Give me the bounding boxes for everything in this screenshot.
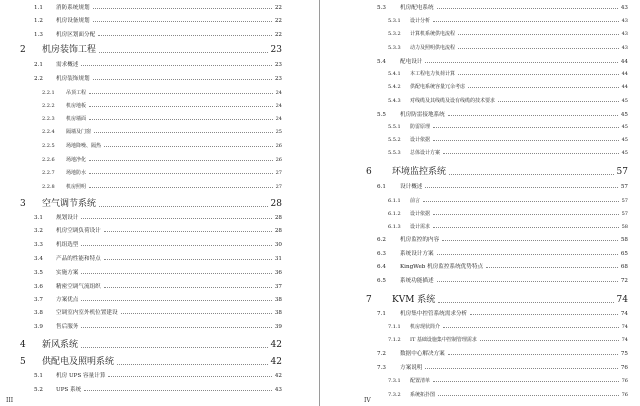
leader-dots: [81, 347, 268, 348]
toc-entry[interactable]: [388, 133, 628, 143]
toc-title: 机房区划面分配: [56, 32, 96, 38]
toc-title: 消防系统规划: [56, 5, 90, 11]
toc-title: 数据中心解决方案: [400, 351, 445, 357]
toc-number: 5.2: [34, 387, 43, 393]
toc-entry[interactable]: [377, 233, 628, 243]
toc-title: 供配电系统容量冗余考虑: [410, 84, 466, 90]
toc-number: 3.9: [34, 324, 43, 330]
toc-entry[interactable]: [34, 293, 282, 303]
toc-title: 动力及照明供电流程: [410, 45, 456, 51]
toc-number: 3.2: [34, 228, 43, 234]
toc-page-number: 43: [621, 45, 628, 51]
toc-title: 机房照明: [66, 184, 87, 190]
toc-number: 5.5.3: [388, 150, 401, 156]
toc-number: 2.2.7: [42, 170, 55, 176]
toc-number: 7.1: [377, 311, 386, 317]
toc-number: 2.2.2: [42, 103, 55, 109]
toc-entry[interactable]: [377, 108, 628, 118]
toc-title: 机房现状简介: [410, 324, 441, 330]
toc-title: 系统拓扑图: [410, 392, 436, 398]
toc-title: 系统设计方案: [400, 251, 434, 257]
toc-entry[interactable]: [34, 28, 282, 38]
toc-title: 机房防雷接地系统: [400, 112, 445, 118]
leader-dots: [81, 218, 271, 219]
leader-dots: [433, 227, 619, 228]
toc-page-number: 45: [620, 112, 628, 118]
leader-dots: [93, 79, 272, 80]
toc-page-number: 42: [270, 357, 282, 367]
toc-number: 2.2.1: [42, 90, 55, 96]
toc-entry[interactable]: [42, 180, 282, 190]
toc-title: 总体设计方案: [410, 150, 441, 156]
toc-entry[interactable]: [388, 146, 628, 156]
toc-entry[interactable]: [42, 86, 282, 96]
toc-title: 精密空调气流组织: [56, 284, 101, 290]
toc-page-number: 23: [270, 45, 282, 55]
toc-title: IT 基础设施集中控制管理需求: [410, 337, 477, 343]
toc-number: 5.4.1: [388, 71, 401, 77]
leader-dots: [433, 21, 619, 22]
toc-page-number: 43: [621, 31, 628, 37]
toc-number: 7: [366, 295, 372, 305]
toc-page-number: 57: [621, 211, 628, 217]
toc-entry[interactable]: [377, 260, 628, 270]
toc-number: 3.7: [34, 297, 43, 303]
toc-number: 5.4.2: [388, 84, 401, 90]
toc-entry[interactable]: [388, 67, 628, 77]
toc-title: 新风系统: [42, 340, 79, 350]
toc-title: 规划设计: [56, 215, 79, 221]
leader-dots: [89, 106, 273, 107]
right-page: [320, 0, 640, 406]
toc-page-number: 74: [621, 337, 628, 343]
toc-entry[interactable]: [377, 274, 628, 284]
leader-dots: [121, 313, 272, 314]
toc-page-number: 22: [274, 5, 282, 11]
toc-page-number: 31: [274, 256, 282, 262]
toc-title: 供配电及照明系统: [42, 357, 115, 367]
leader-dots: [498, 101, 619, 102]
toc-entry[interactable]: [388, 120, 628, 130]
leader-dots: [93, 8, 272, 9]
page-footer: III: [6, 397, 14, 404]
leader-dots: [99, 52, 268, 53]
leader-dots: [442, 240, 618, 241]
toc-entry[interactable]: [366, 292, 628, 305]
leader-dots: [458, 48, 619, 49]
toc-entry[interactable]: [34, 280, 282, 290]
toc-entry[interactable]: [34, 320, 282, 330]
toc-title: 机房设备规划: [56, 18, 90, 24]
toc-number: 2.2.6: [42, 157, 55, 163]
toc-title: 产品的性能和特点: [56, 256, 101, 262]
toc-number: 6.4: [377, 264, 386, 270]
toc-entry[interactable]: [34, 252, 282, 262]
leader-dots: [438, 395, 619, 396]
toc-page-number: 43: [274, 387, 282, 393]
toc-title: 设计概述: [400, 184, 423, 190]
toc-number: 5.5: [377, 112, 386, 118]
toc-number: 6.2: [377, 237, 386, 243]
toc-page-number: 57: [621, 198, 628, 204]
leader-dots: [480, 340, 619, 341]
toc-title: KVM 系统: [392, 295, 436, 305]
toc-page-number: 22: [274, 32, 282, 38]
toc-title: 机房监控的内容: [400, 237, 440, 243]
toc-page-number: 45: [621, 150, 628, 156]
toc-page-number: 43: [620, 5, 628, 11]
toc-page-number: 58: [621, 224, 628, 230]
toc-number: 1.1: [34, 5, 43, 11]
leader-dots: [458, 34, 619, 35]
leader-dots: [89, 119, 273, 120]
toc-entry[interactable]: [388, 320, 628, 330]
leader-dots: [468, 87, 619, 88]
leader-dots: [433, 140, 619, 141]
toc-entry[interactable]: [377, 347, 628, 357]
toc-title: 配置清单: [410, 378, 431, 384]
toc-entry[interactable]: [388, 14, 628, 24]
toc-page-number: 26: [275, 143, 282, 149]
leader-dots: [84, 390, 272, 391]
toc-title: 前言: [410, 198, 421, 204]
leader-dots: [437, 254, 618, 255]
toc-page-number: 76: [621, 392, 628, 398]
toc-page-number: 74: [621, 324, 628, 330]
toc-entry[interactable]: [34, 266, 282, 276]
leader-dots: [448, 115, 618, 116]
toc-page-number: 30: [274, 242, 282, 248]
toc-title: 机房墙面: [66, 116, 87, 122]
leader-dots: [437, 8, 618, 9]
leader-dots: [108, 376, 271, 377]
leader-dots: [81, 327, 271, 328]
toc-number: 5.3.3: [388, 45, 401, 51]
toc-page-number: 76: [621, 378, 628, 384]
toc-page-number: 44: [621, 84, 628, 90]
toc-entry[interactable]: [20, 354, 282, 367]
toc-number: 6.1.3: [388, 224, 401, 230]
toc-page-number: 23: [274, 76, 282, 82]
toc-page-number: 37: [274, 284, 282, 290]
toc-number: 6.1: [377, 184, 386, 190]
toc-page-number: 23: [274, 62, 282, 68]
leader-dots: [117, 364, 268, 365]
toc-title: 空气调节系统: [42, 199, 97, 209]
toc-entry[interactable]: [388, 41, 628, 51]
toc-number: 1.2: [34, 18, 43, 24]
leader-dots: [470, 314, 618, 315]
toc-number: 2.2.8: [42, 184, 55, 190]
toc-entry[interactable]: [42, 99, 282, 109]
toc-entry[interactable]: [377, 55, 628, 65]
toc-number: 6: [366, 167, 372, 177]
leader-dots: [81, 245, 271, 246]
leader-dots: [486, 267, 618, 268]
toc-entry[interactable]: [388, 388, 628, 398]
toc-page-number: 44: [621, 71, 628, 77]
toc-page-number: 43: [621, 18, 628, 24]
toc-entry[interactable]: [388, 333, 628, 343]
leader-dots: [104, 287, 272, 288]
toc-number: 7.2: [377, 351, 386, 357]
toc-entry[interactable]: [388, 220, 628, 230]
toc-page-number: 24: [275, 90, 282, 96]
leader-dots: [437, 281, 618, 282]
toc-number: 7.3: [377, 365, 386, 371]
toc-number: 3.4: [34, 256, 43, 262]
toc-page-number: 76: [620, 365, 628, 371]
toc-entry[interactable]: [388, 207, 628, 217]
toc-entry[interactable]: [388, 194, 628, 204]
leader-dots: [99, 206, 268, 207]
toc-entry[interactable]: [34, 238, 282, 248]
toc-title: 机房配电系统: [400, 5, 434, 11]
toc-number: 5.3.2: [388, 31, 401, 37]
toc-title: 吊顶工程: [66, 90, 87, 96]
page-footer: IV: [364, 397, 371, 404]
toc-title: 对线缆及其线缆及设有线缆的技术要求: [410, 98, 496, 104]
toc-page-number: 24: [275, 103, 282, 109]
toc-page-number: 42: [274, 373, 282, 379]
toc-entry[interactable]: [42, 166, 282, 176]
toc-entry[interactable]: [377, 180, 628, 190]
leader-dots: [81, 65, 271, 66]
toc-number: 6.1.2: [388, 211, 401, 217]
leader-dots: [89, 93, 273, 94]
leader-dots: [433, 214, 619, 215]
toc-title: 设计需求: [410, 224, 431, 230]
toc-page-number: 58: [620, 237, 628, 243]
toc-title: 系统功能描述: [400, 278, 434, 284]
toc-entry[interactable]: [34, 58, 282, 68]
toc-title: 实施方案: [56, 270, 79, 276]
toc-title: 设计依据: [410, 211, 431, 217]
toc-number: 5.5.1: [388, 124, 401, 130]
leader-dots: [438, 302, 613, 303]
toc-title: 配电设计: [400, 59, 423, 65]
toc-title: 机房 UPS 容量计算: [56, 373, 106, 379]
toc-number: 3.5: [34, 270, 43, 276]
toc-number: 5: [20, 357, 26, 367]
leader-dots: [89, 160, 273, 161]
toc-title: 机房空调负荷设计: [56, 228, 101, 234]
leader-dots: [443, 327, 619, 328]
leader-dots: [81, 300, 271, 301]
leader-dots: [433, 381, 619, 382]
toc-number: 4: [20, 340, 26, 350]
toc-entry[interactable]: [42, 112, 282, 122]
toc-page-number: 68: [620, 264, 628, 270]
leader-dots: [104, 146, 273, 147]
toc-title: 计算机系统供电流程: [410, 31, 456, 37]
toc-number: 7.1.2: [388, 337, 401, 343]
toc-page-number: 27: [275, 184, 282, 190]
toc-number: 2.2.3: [42, 116, 55, 122]
toc-page-number: 27: [275, 170, 282, 176]
toc-number: 5.3.1: [388, 18, 401, 24]
toc-page-number: 74: [620, 311, 628, 317]
leader-dots: [93, 21, 272, 22]
toc-number: 2.2.4: [42, 129, 55, 135]
toc-title: 方案优点: [56, 297, 79, 303]
toc-number: 3.6: [34, 284, 43, 290]
toc-page-number: 65: [620, 251, 628, 257]
toc-number: 2.2: [34, 76, 43, 82]
toc-number: 2.2.5: [42, 143, 55, 149]
toc-entry[interactable]: [34, 383, 282, 393]
toc-title: 设计分析: [410, 18, 431, 24]
toc-number: 5.5.2: [388, 137, 401, 143]
toc-page-number: 45: [621, 137, 628, 143]
toc-number: 6.1.1: [388, 198, 401, 204]
toc-title: 本工程电力负荷计算: [410, 71, 456, 77]
toc-number: 3.8: [34, 310, 43, 316]
toc-entry[interactable]: [388, 80, 628, 90]
leader-dots: [98, 35, 272, 36]
toc-number: 5.3: [377, 5, 386, 11]
toc-entry[interactable]: [377, 247, 628, 257]
toc-number: 7.3.2: [388, 392, 401, 398]
toc-entry[interactable]: [20, 196, 282, 209]
leader-dots: [104, 231, 272, 232]
toc-page-number: 28: [274, 228, 282, 234]
toc-title: 场地降噪、隔热: [66, 143, 102, 149]
toc-page-number: 57: [616, 167, 628, 177]
leader-dots: [425, 368, 617, 369]
toc-entry[interactable]: [42, 153, 282, 163]
leader-dots: [433, 127, 619, 128]
toc-number: 2.1: [34, 62, 43, 68]
toc-title: 机房地板: [66, 103, 87, 109]
toc-page-number: 39: [274, 324, 282, 330]
leader-dots: [425, 62, 617, 63]
toc-entry[interactable]: [34, 1, 282, 11]
toc-title: KingWeb 机房监控系统优势特点: [400, 264, 484, 270]
toc-number: 3: [20, 199, 26, 209]
leader-dots: [425, 187, 617, 188]
toc-entry[interactable]: [34, 224, 282, 234]
toc-page-number: 25: [275, 129, 282, 135]
toc-title: 机房装饰工程: [42, 45, 97, 55]
toc-title: 隔墙及门窗: [66, 129, 92, 135]
toc-entry[interactable]: [366, 164, 628, 177]
toc-entry[interactable]: [34, 369, 282, 379]
toc-page-number: 72: [620, 278, 628, 284]
toc-title: 售后服务: [56, 324, 79, 330]
toc-page-number: 22: [274, 18, 282, 24]
toc-title: 机组选型: [56, 242, 79, 248]
toc-number: 6.3: [377, 251, 386, 257]
toc-entry[interactable]: [377, 361, 628, 371]
toc-title: 设计依据: [410, 137, 431, 143]
toc-entry[interactable]: [20, 42, 282, 55]
leader-dots: [423, 201, 619, 202]
toc-number: 7.3.1: [388, 378, 401, 384]
toc-title: UPS 系统: [56, 387, 82, 393]
toc-page-number: 45: [621, 98, 628, 104]
toc-number: 5.4.3: [388, 98, 401, 104]
toc-entry[interactable]: [20, 337, 282, 350]
toc-title: 机房装饰规划: [56, 76, 90, 82]
toc-number: 1.3: [34, 32, 43, 38]
toc-entry[interactable]: [34, 211, 282, 221]
leader-dots: [449, 174, 614, 175]
toc-entry[interactable]: [388, 27, 628, 37]
toc-title: 方案说明: [400, 365, 423, 371]
toc-title: 场地防水: [66, 170, 87, 176]
toc-number: 3.3: [34, 242, 43, 248]
leader-dots: [81, 273, 271, 274]
toc-title: 需求概述: [56, 62, 79, 68]
leader-dots: [104, 259, 272, 260]
toc-number: 5.4: [377, 59, 386, 65]
toc-title: 场地净化: [66, 157, 87, 163]
toc-page-number: 28: [274, 215, 282, 221]
leader-dots: [94, 132, 273, 133]
toc-title: 防雷原理: [410, 124, 431, 130]
toc-entry[interactable]: [388, 94, 628, 104]
leader-dots: [448, 354, 618, 355]
toc-title: 环境监控系统: [392, 167, 447, 177]
toc-page-number: 42: [270, 340, 282, 350]
toc-number: 3.1: [34, 215, 43, 221]
toc-entry[interactable]: [377, 307, 628, 317]
toc-page-number: 36: [274, 270, 282, 276]
toc-page-number: 26: [275, 157, 282, 163]
leader-dots: [89, 173, 273, 174]
toc-page-number: 38: [274, 297, 282, 303]
toc-number: 7.1.1: [388, 324, 401, 330]
toc-page-number: 45: [621, 124, 628, 130]
toc-page-number: 44: [620, 59, 628, 65]
toc-page-number: 24: [275, 116, 282, 122]
toc-page-number: 28: [270, 199, 282, 209]
toc-entry[interactable]: [34, 306, 282, 316]
toc-entry[interactable]: [388, 374, 628, 384]
leader-dots: [443, 153, 619, 154]
toc-number: 2: [20, 45, 26, 55]
toc-page-number: 57: [620, 184, 628, 190]
toc-page-number: 75: [620, 351, 628, 357]
toc-entry[interactable]: [42, 139, 282, 149]
toc-number: 6.5: [377, 278, 386, 284]
leader-dots: [89, 187, 273, 188]
toc-title: 机房集中控管系统需求分析: [400, 311, 468, 317]
toc-number: 5.1: [34, 373, 43, 379]
toc-entry[interactable]: [34, 14, 282, 24]
toc-entry[interactable]: [42, 125, 282, 135]
toc-page-number: 38: [274, 310, 282, 316]
toc-title: 空调室内室外机位置建设: [56, 310, 118, 316]
toc-entry[interactable]: [34, 72, 282, 82]
leader-dots: [458, 74, 619, 75]
toc-entry[interactable]: [377, 1, 628, 11]
toc-page-number: 74: [616, 295, 628, 305]
